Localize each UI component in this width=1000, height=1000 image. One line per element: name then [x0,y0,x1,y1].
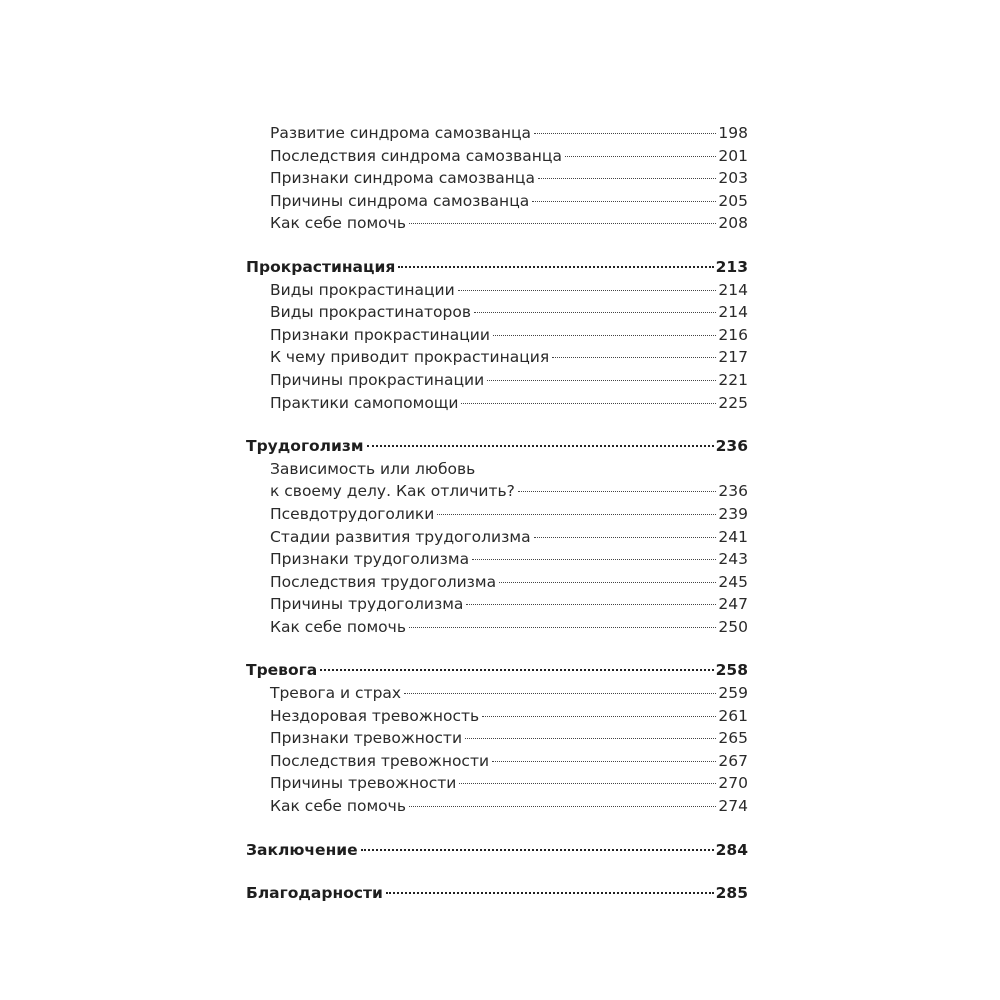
toc-section-title: Признаки прокрастинации [270,325,490,344]
toc-section-title: Причины тревожности [270,774,457,793]
page-number: 213 [715,257,748,276]
dot-leader [386,892,714,894]
dot-leader [492,761,716,762]
toc-section[interactable] [246,750,748,773]
page-number: 258 [715,661,748,680]
toc-chapter-title: Тревога [246,661,318,680]
dot-leader [404,693,716,694]
toc-section-title: Причины прокрастинации [270,370,485,389]
toc-chapter-title: Благодарности [246,884,383,903]
dot-leader [458,290,717,291]
toc-chapter-title: Трудоголизм [246,437,364,456]
page-number: 267 [718,751,748,770]
toc-section[interactable] [246,324,748,347]
toc-section-title: Нездоровая тревожность [270,706,480,725]
section-gap [246,861,748,882]
toc-section-title: Признаки трудоголизма [270,550,470,569]
table-of-contents [246,122,748,905]
page-number: 214 [718,280,748,299]
page-number: 243 [718,550,748,569]
toc-section-title: Виды прокрастинации [270,280,455,299]
toc-section-title: Стадии развития трудоголизма [270,527,531,546]
page-number: 236 [715,437,748,456]
toc-section[interactable] [246,682,748,705]
page-number: 225 [718,393,748,412]
toc-section-title: К чему приводит прокрастинация [270,348,550,367]
toc-section-title: Как себе помочь [270,214,406,233]
dot-leader [518,491,717,492]
dot-leader [409,627,716,628]
toc-section[interactable] [246,571,748,594]
page-number: 236 [718,482,748,501]
page-number: 284 [715,840,748,859]
toc-section[interactable] [246,392,748,415]
section-gap [246,235,748,256]
dot-leader [466,604,716,605]
toc-section-title: Тревога и страх [270,684,402,703]
page-number: 208 [718,214,748,233]
page-number: 285 [715,884,748,903]
dot-leader [409,806,716,807]
section-gap [246,638,748,659]
toc-section-title: Псевдотрудоголики [270,504,435,523]
toc-section-title: Признаки синдрома самозванца [270,169,535,188]
page-number: 250 [718,617,748,636]
page-number: 241 [718,527,748,546]
page-number: 205 [718,191,748,210]
toc-section[interactable] [246,190,748,213]
toc-section-title: Последствия трудоголизма [270,572,497,591]
page-number: 203 [718,169,748,188]
dot-leader [482,716,716,717]
dot-leader [534,133,716,134]
dot-leader [499,582,716,583]
page-number: 265 [718,729,748,748]
page-number: 221 [718,370,748,389]
toc-chapter[interactable] [246,256,748,279]
dot-leader [487,380,716,381]
dot-leader [474,312,716,313]
toc-section[interactable] [246,503,748,526]
dot-leader [552,357,716,358]
toc-section[interactable] [246,122,748,145]
dot-leader [320,669,713,671]
dot-leader [472,559,716,560]
page-number: 245 [718,572,748,591]
toc-chapter[interactable] [246,659,748,682]
dot-leader [565,156,716,157]
toc-section-title: Причины синдрома самозванца [270,191,530,210]
toc-section[interactable] [246,279,748,302]
section-gap [246,414,748,435]
dot-leader [437,514,716,515]
dot-leader [532,201,716,202]
page-number: 239 [718,504,748,523]
toc-section[interactable] [246,526,748,549]
toc-section-title: к своему делу. Как отличить? [270,482,515,501]
toc-chapter[interactable] [246,839,748,862]
toc-section[interactable] [246,369,748,392]
toc-chapter-title: Заключение [246,840,358,859]
dot-leader [461,403,716,404]
section-gap [246,818,748,839]
toc-section[interactable] [246,145,748,168]
toc-section[interactable] [246,593,748,616]
toc-entry-label: Зависимость или любовь [270,459,476,478]
toc-section-title: Причины трудоголизма [270,595,464,614]
dot-leader [465,738,716,739]
dot-leader [361,849,714,851]
page-number: 270 [718,774,748,793]
toc-chapter-title: Прокрастинация [246,257,396,276]
toc-section[interactable] [246,705,748,728]
toc-section-title: Как себе помочь [270,617,406,636]
toc-section-title: Виды прокрастинаторов [270,303,471,322]
dot-leader [534,537,717,538]
toc-section-title: Как себе помочь [270,797,406,816]
page-number: 274 [718,797,748,816]
toc-section-title: Развитие синдрома самозванца [270,124,532,142]
toc-section[interactable] [246,212,748,235]
page-number: 198 [718,124,748,142]
toc-chapter[interactable] [246,435,748,458]
dot-leader [493,335,716,336]
page-number: 201 [718,146,748,165]
toc-entry-line[interactable] [246,458,748,481]
toc-section-title: Практики самопомощи [270,393,459,412]
toc-section[interactable] [246,727,748,750]
toc-section[interactable] [246,772,748,795]
toc-section[interactable] [246,548,748,571]
toc-section[interactable] [246,346,748,369]
toc-section[interactable] [246,616,748,639]
page-number: 216 [718,325,748,344]
dot-leader [538,178,716,179]
toc-section[interactable] [246,795,748,818]
dot-leader [398,266,713,268]
toc-section[interactable] [246,167,748,190]
toc-section-title: Последствия синдрома самозванца [270,146,562,165]
page-number: 261 [718,706,748,725]
toc-section[interactable] [246,480,748,503]
dot-leader [459,783,716,784]
page-number: 214 [718,303,748,322]
dot-leader [367,445,714,447]
toc-chapter[interactable] [246,882,748,905]
dot-leader [409,223,716,224]
toc-section-title: Последствия тревожности [270,751,490,770]
toc-section[interactable] [246,301,748,324]
page-number: 259 [718,684,748,703]
toc-section-title: Признаки тревожности [270,729,463,748]
page-number: 217 [718,348,748,367]
page-number: 247 [718,595,748,614]
